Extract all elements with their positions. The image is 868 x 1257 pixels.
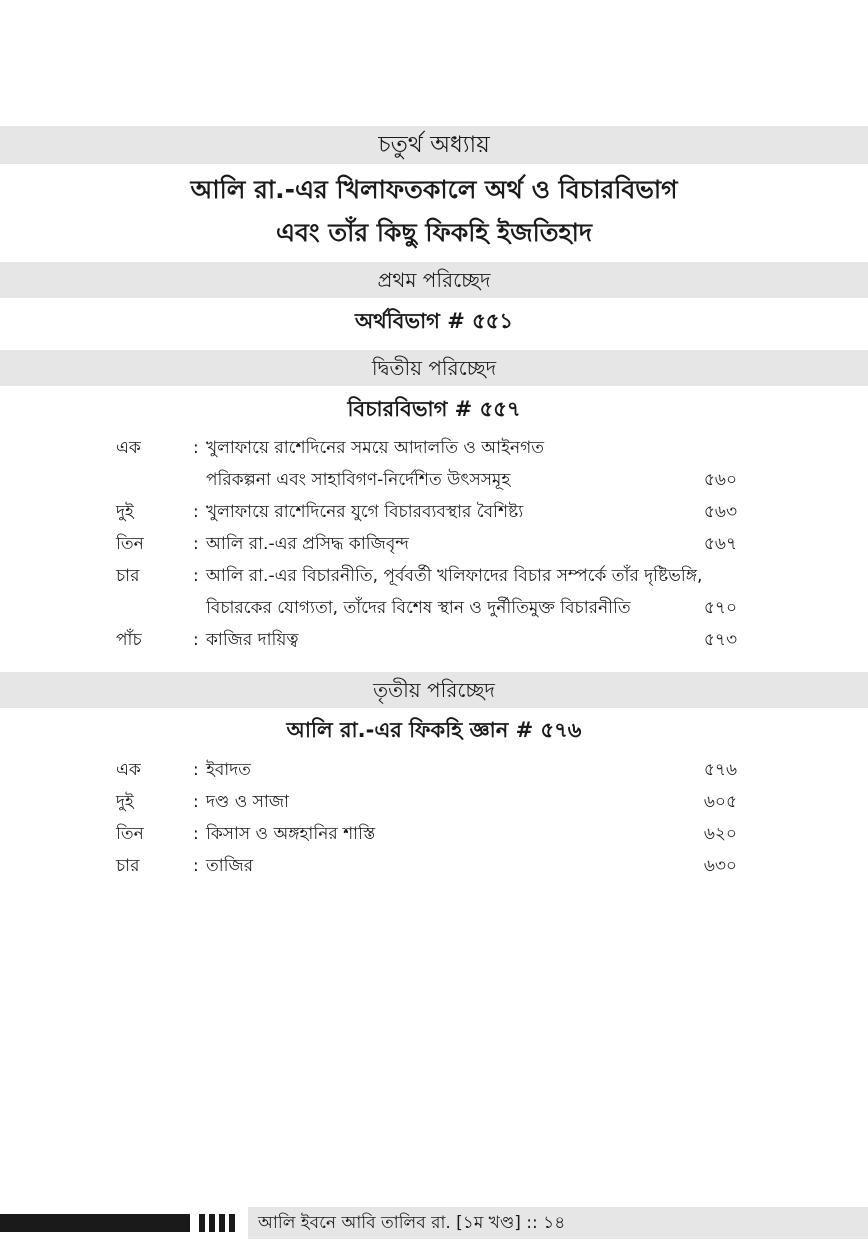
- entry-number: চার: [116, 856, 140, 876]
- entry-number: এক: [116, 760, 141, 780]
- toc-entry[interactable]: [0, 625, 868, 655]
- entry-title: বিচারকের যোগ্যতা, তাঁদের বিশেষ স্থান ও দুর্নীতিমুক্ত বিচারনীতি: [206, 598, 631, 618]
- toc-entry[interactable]: [0, 787, 868, 817]
- entry-page-number: ৫৬০: [703, 470, 737, 490]
- entry-title: তাজির: [206, 856, 254, 876]
- entry-page-number: ৬২০: [703, 824, 737, 844]
- entry-title: পরিকল্পনা এবং সাহাবিগণ-নির্দেশিত উৎসসমূহ: [206, 470, 511, 490]
- entry-page-number: ৫৭৩: [703, 630, 737, 650]
- entry-number: দুই: [116, 502, 134, 522]
- entry-title: খুলাফায়ে রাশেদিনের সময়ে আদালতি ও আইনগত: [206, 438, 544, 458]
- chapter-title-line2: এবং তাঁর কিছু ফিকহি ইজতিহাদ: [275, 218, 593, 247]
- section-1-label-band: [0, 262, 868, 298]
- toc-entry[interactable]: [0, 851, 868, 881]
- entry-page-number: ৫৬৭: [703, 534, 737, 554]
- chapter-title-line1: আলি রা.-এর খিলাফতকালে অর্থ ও বিচারবিভাগ: [190, 175, 678, 204]
- entry-title: কিসাস ও অঙ্গহানির শাস্তি: [206, 824, 376, 844]
- section-2-label: দ্বিতীয় পরিচ্ছেদ: [371, 356, 497, 380]
- entry-colon: :: [193, 502, 199, 522]
- entry-number: তিন: [116, 824, 144, 844]
- section-1-label: প্রথম পরিচ্ছেদ: [377, 268, 491, 292]
- section-3-label-band: [0, 672, 868, 708]
- chapter-label: চতুর্থ অধ্যায়: [378, 132, 490, 158]
- entry-colon: :: [193, 566, 199, 586]
- entry-title: দণ্ড ও সাজা: [206, 792, 289, 812]
- entry-colon: :: [193, 534, 199, 554]
- footer-tick-marks: [199, 1214, 239, 1232]
- toc-entry[interactable]: [0, 561, 868, 591]
- section-3-title: আলি রা.-এর ফিকহি জ্ঞান # ৫৭৬: [286, 718, 582, 742]
- toc-entry[interactable]: [0, 497, 868, 527]
- page-footer: [0, 1207, 868, 1239]
- toc-entry[interactable]: [0, 529, 868, 559]
- footer-dark-bar: [0, 1214, 190, 1232]
- entry-colon: :: [193, 792, 199, 812]
- entry-colon: :: [193, 856, 199, 876]
- toc-entry-continuation[interactable]: [0, 593, 868, 623]
- section-2-title: বিচারবিভাগ # ৫৫৭: [347, 397, 521, 421]
- entry-title: কাজির দায়িত্ব: [206, 630, 299, 650]
- toc-entry[interactable]: [0, 433, 868, 463]
- toc-entry[interactable]: [0, 755, 868, 785]
- entry-colon: :: [193, 824, 199, 844]
- entry-page-number: ৬০৫: [703, 792, 737, 812]
- entry-number: এক: [116, 438, 141, 458]
- entry-number: তিন: [116, 534, 144, 554]
- footer-text: আলি ইবনে আবি তালিব রা. [১ম খণ্ড] :: ১৪: [258, 1213, 566, 1233]
- entry-number: দুই: [116, 792, 134, 812]
- entry-colon: :: [193, 760, 199, 780]
- toc-entry[interactable]: [0, 819, 868, 849]
- section-3-label: তৃতীয় পরিচ্ছেদ: [373, 678, 495, 702]
- chapter-label-band: [0, 126, 868, 164]
- entry-number: পাঁচ: [116, 630, 142, 650]
- entry-page-number: ৬৩০: [703, 856, 737, 876]
- entry-colon: :: [193, 630, 199, 650]
- section-2-label-band: [0, 350, 868, 386]
- section-1-title: অর্থবিভাগ # ৫৫১: [354, 309, 514, 333]
- toc-entry-continuation[interactable]: [0, 465, 868, 495]
- entry-colon: :: [193, 438, 199, 458]
- entry-page-number: ৫৭৬: [703, 760, 737, 780]
- entry-title: খুলাফায়ে রাশেদিনের যুগে বিচারব্যবস্থার বৈশিষ্ট্য: [206, 502, 524, 522]
- entry-title: আলি রা.-এর বিচারনীতি, পূর্ববর্তী খলিফাদের বিচার সম্পর্কে তাঁর দৃষ্টিভঙ্গি,: [206, 566, 703, 586]
- entry-title: ইবাদত: [206, 760, 251, 780]
- entry-page-number: ৫৬৩: [703, 502, 737, 522]
- entry-number: চার: [116, 566, 140, 586]
- entry-page-number: ৫৭০: [703, 598, 737, 618]
- entry-title: আলি রা.-এর প্রসিদ্ধ কাজিবৃন্দ: [206, 534, 409, 554]
